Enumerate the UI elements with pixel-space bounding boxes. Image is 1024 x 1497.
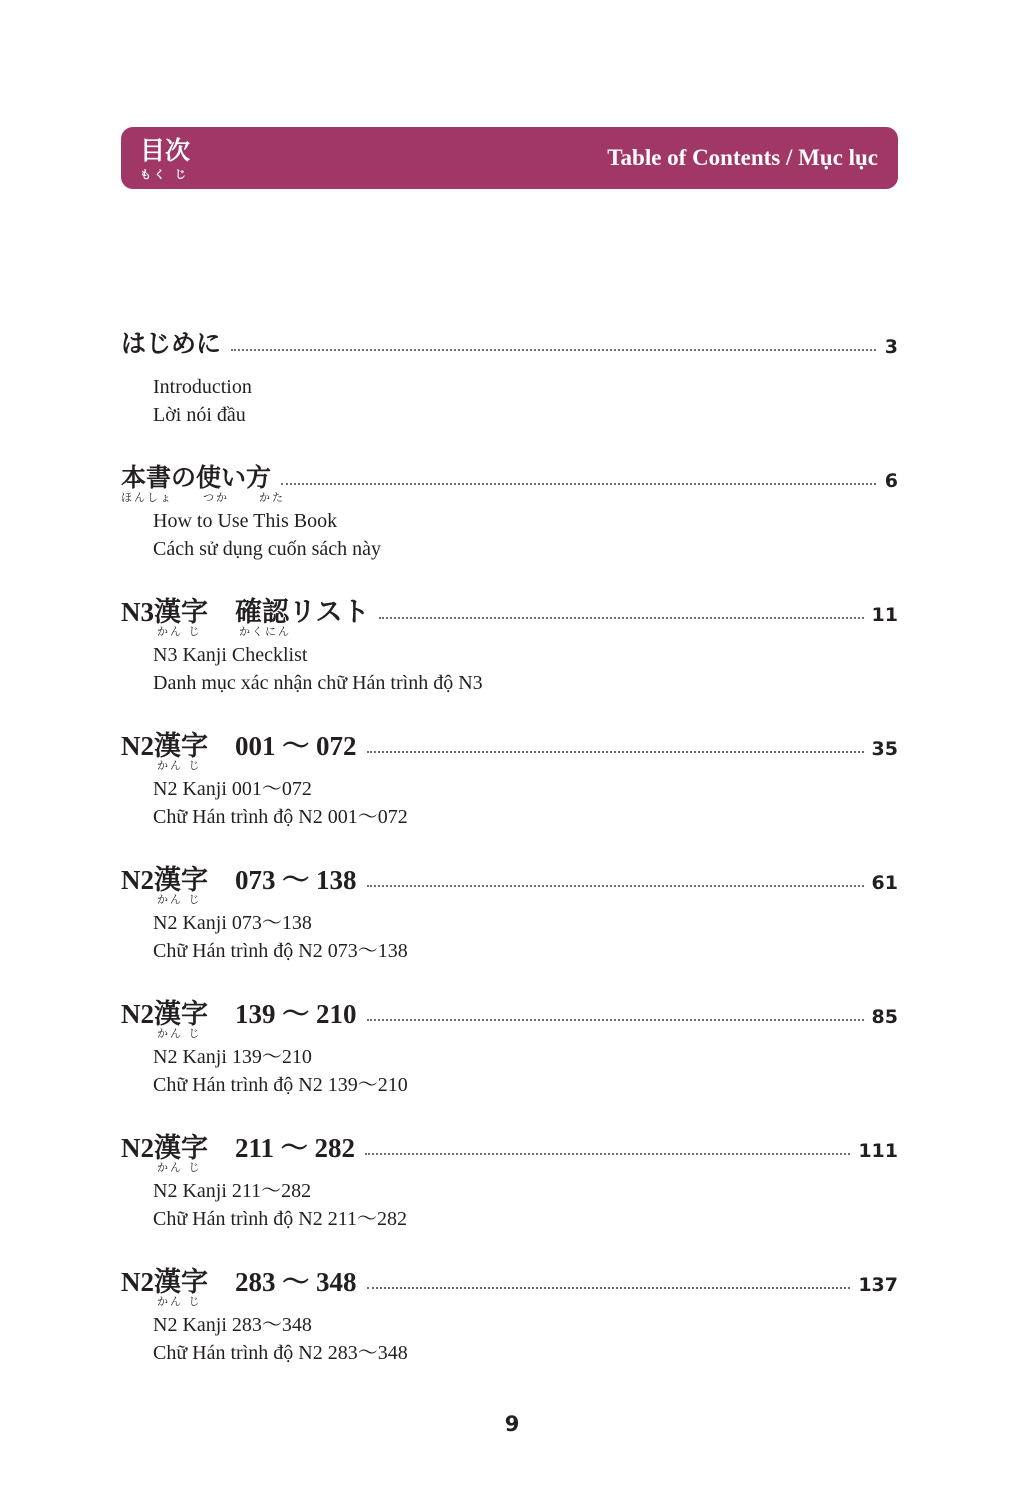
ruby-row [121,493,898,507]
ruby-row [121,1163,898,1177]
ruby-row [121,1029,898,1043]
entry-vietnamese: Cách sử dụng cuốn sách này [153,538,382,560]
entry-page-number: 11 [871,604,898,626]
toc-header-bar [121,127,898,189]
dot-leader [281,483,876,485]
entry-heading-row [121,595,898,627]
ruby-reading: つか [203,491,229,504]
dot-leader [379,617,863,619]
entry-vietnamese: Chữ Hán trình độ N2 139〜210 [153,1074,408,1096]
dot-leader [367,1287,851,1289]
entry-title: N3漢字 確認リスト [121,597,370,627]
entry-heading-row [121,327,898,359]
entry-title: はじめに [121,329,222,358]
ruby-reading: かん じ [157,1161,202,1174]
ruby-reading: かん じ [157,625,202,638]
entry-title: N2漢字 001 〜 072 [121,731,357,761]
entry-vietnamese: Chữ Hán trình độ N2 073〜138 [153,940,408,962]
toc-entry-introduction[interactable] [121,327,898,447]
entry-english: How to Use This Book [153,510,338,532]
ruby-row [121,895,898,909]
ruby-reading: かん じ [157,759,202,772]
toc-entry-how-to-use[interactable] [121,461,898,581]
dot-leader [367,751,864,753]
entry-heading-row [121,997,898,1029]
toc-entry-n2-139-210[interactable] [121,997,898,1117]
entry-heading-row [121,1131,898,1163]
entry-title: N2漢字 211 〜 282 [121,1133,356,1163]
entry-title: N2漢字 283 〜 348 [121,1267,357,1297]
ruby-reading: かん じ [157,893,202,906]
entry-vietnamese: Lời nói đầu [153,404,246,426]
ruby-reading: ほんしょ [121,491,173,504]
dot-leader [231,349,876,351]
entry-english: N2 Kanji 001〜072 [153,778,312,800]
toc-entry-n2-073-138[interactable] [121,863,898,983]
toc-entry-n2-211-282[interactable] [121,1131,898,1251]
entry-page-number: 111 [858,1140,898,1162]
entry-page-number: 35 [871,738,898,760]
entry-title: 本書の使い方 [121,463,272,492]
page-number: 9 [504,1412,520,1436]
toc-entry-n2-001-072[interactable] [121,729,898,849]
entry-english: Introduction [153,376,252,398]
dot-leader [367,1019,864,1021]
entry-english: N2 Kanji 283〜348 [153,1314,312,1336]
entry-vietnamese: Chữ Hán trình độ N2 001〜072 [153,806,408,828]
entry-english: N2 Kanji 211〜282 [153,1180,312,1202]
ruby-reading: かた [259,491,285,504]
entry-heading-row [121,1265,898,1297]
entry-vietnamese: Chữ Hán trình độ N2 283〜348 [153,1342,408,1364]
toc-entry-n2-283-348[interactable] [121,1265,898,1385]
entry-title: N2漢字 073 〜 138 [121,865,357,895]
entry-english: N3 Kanji Checklist [153,644,308,666]
entry-heading-row [121,729,898,761]
entry-title: N2漢字 139 〜 210 [121,999,357,1029]
ruby-reading: かくにん [239,625,291,638]
entry-vietnamese: Chữ Hán trình độ N2 211〜282 [153,1208,407,1230]
entry-english: N2 Kanji 139〜210 [153,1046,312,1068]
ruby-reading: かん じ [157,1027,202,1040]
entry-page-number: 6 [884,470,898,492]
dot-leader [367,885,864,887]
header-title-jp: 目次 [140,136,191,165]
entry-page-number: 85 [871,1006,898,1028]
dot-leader [365,1153,850,1155]
ruby-row [121,1297,898,1311]
header-title-en: Table of Contents / Mục lục [607,145,878,170]
entry-english: N2 Kanji 073〜138 [153,912,312,934]
entry-vietnamese: Danh mục xác nhận chữ Hán trình độ N3 [153,672,483,694]
ruby-row [121,627,898,641]
ruby-row [121,761,898,775]
entry-page-number: 3 [884,336,898,358]
entry-heading-row [121,863,898,895]
ruby-row [121,359,898,373]
header-title-jp-ruby: もく じ [140,168,189,181]
toc-entry-n3-checklist[interactable] [121,595,898,715]
entry-page-number: 137 [858,1274,898,1296]
entry-page-number: 61 [871,872,898,894]
entry-heading-row [121,461,898,493]
ruby-reading: かん じ [157,1295,202,1308]
